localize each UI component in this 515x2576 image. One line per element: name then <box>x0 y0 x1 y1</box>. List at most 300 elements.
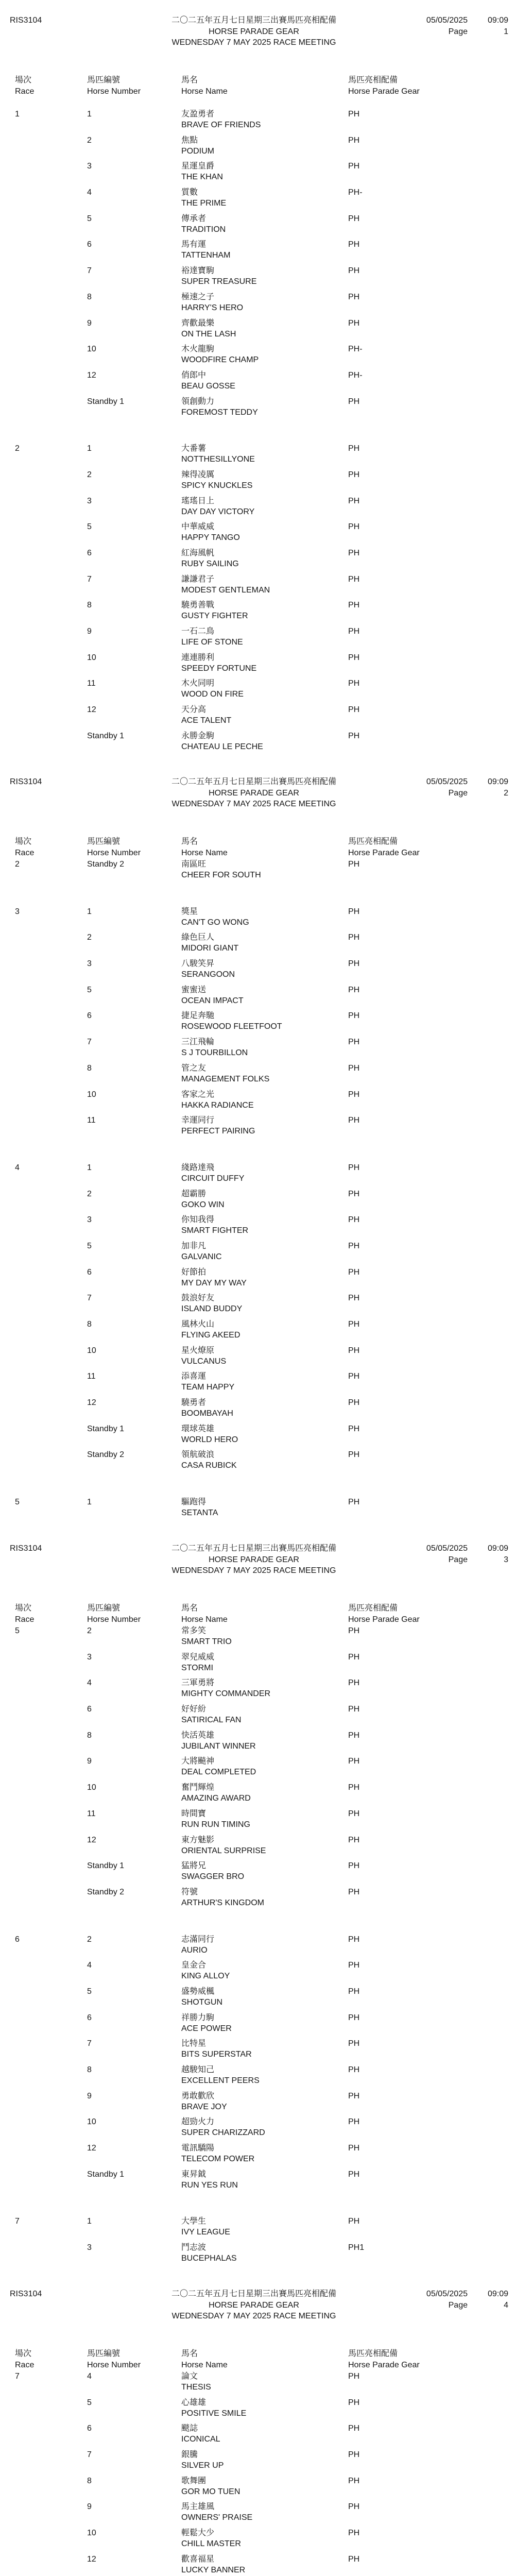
horse-name-en: STORMI <box>181 1663 213 1672</box>
horse-name-en: MODEST GENTLEMAN <box>181 585 270 595</box>
horse-name-zh: 輕鬆大少 <box>181 2529 215 2538</box>
horse-name-zh: 領航破浪 <box>181 1450 215 1460</box>
horse-number: 10 <box>87 1090 96 1099</box>
horse-number: 8 <box>87 1731 92 1740</box>
horse-name-zh: 時間寶 <box>181 1809 207 1818</box>
table-row <box>0 1241 515 1267</box>
table-row <box>0 135 515 162</box>
parade-gear: PH <box>348 110 360 118</box>
report-subtitle: WEDNESDAY 7 MAY 2025 RACE MEETING <box>171 2312 336 2320</box>
column-header-name-en: Horse Name <box>181 87 228 96</box>
horse-name-zh: 馬有運 <box>181 240 207 249</box>
horse-number: 4 <box>87 1679 92 1688</box>
horse-name-zh: 颷誌 <box>181 2424 198 2433</box>
table-row <box>0 1189 515 1215</box>
table-row <box>0 370 515 397</box>
horse-number: 5 <box>87 1241 92 1250</box>
horse-name-zh: 幸運同行 <box>181 1116 215 1125</box>
table-row <box>0 344 515 370</box>
parade-gear: PH <box>348 679 360 688</box>
race-group <box>0 907 515 1142</box>
horse-name-en: ICONICAL <box>181 2435 220 2444</box>
table-row <box>0 188 515 214</box>
race-group <box>0 1626 515 1913</box>
horse-name-en: CIRCUIT DUFFY <box>181 1174 245 1183</box>
parade-gear: PH <box>348 240 360 249</box>
table-row <box>0 522 515 548</box>
horse-name-zh: 綫路達飛 <box>181 1163 215 1172</box>
parade-gear: PH <box>348 574 360 584</box>
horse-number: 3 <box>87 959 92 969</box>
horse-name-zh: 翠兒威威 <box>181 1652 215 1662</box>
horse-number: 12 <box>87 1398 96 1408</box>
horse-name-zh: 木火同明 <box>181 679 215 688</box>
table-row <box>0 2398 515 2424</box>
horse-name-zh: 好節拍 <box>181 1267 207 1277</box>
parade-gear: PH <box>348 705 360 715</box>
parade-gear: PH <box>348 214 360 223</box>
parade-gear: PH <box>348 1116 360 1125</box>
horse-number: 12 <box>87 2554 96 2564</box>
horse-name-en: CHEER FOR SOUTH <box>181 871 261 879</box>
horse-name-en: JUBILANT WINNER <box>181 1741 256 1751</box>
table-row <box>0 1935 515 1961</box>
horse-name-zh: 管之友 <box>181 1063 207 1073</box>
horse-name-en: AMAZING AWARD <box>181 1794 251 1803</box>
column-header-name-en: Horse Name <box>181 849 228 857</box>
table-row <box>0 1450 515 1476</box>
table-row <box>0 1115 515 1142</box>
page-label: Page <box>448 2301 468 2310</box>
horse-name-en: GOKO WIN <box>181 1200 225 1209</box>
parade-gear: PH <box>348 397 360 406</box>
parade-gear: PH <box>348 2013 360 2022</box>
race-group <box>0 109 515 422</box>
parade-gear: PH <box>348 1189 360 1198</box>
report-title-zh: 二〇二五年五月七日星期三出賽馬匹亮相配備 <box>171 777 336 786</box>
table-row <box>0 1861 515 1887</box>
table-row <box>0 1497 515 1523</box>
table-row <box>0 1267 515 1294</box>
horse-name-en: LUCKY BANNER <box>181 2565 246 2574</box>
race-number: 5 <box>15 1626 20 1635</box>
parade-gear: PH <box>348 1498 360 1507</box>
horse-number: 7 <box>87 1038 92 1047</box>
horse-name-en: RUBY SAILING <box>181 560 239 568</box>
column-header-number-en: Horse Number <box>87 849 141 857</box>
horse-name-zh: 永勝金駒 <box>181 731 215 740</box>
horse-name-zh: 捷足奔馳 <box>181 1011 215 1021</box>
parade-gear: PH <box>348 2398 360 2407</box>
column-header-number-zh: 馬匹編號 <box>87 76 121 84</box>
horse-name-zh: 三軍勇將 <box>181 1679 215 1688</box>
column-header-number-en: Horse Number <box>87 1615 141 1624</box>
horse-name-en: MANAGEMENT FOLKS <box>181 1074 270 1083</box>
table-row <box>0 2424 515 2450</box>
parade-gear: PH <box>348 1679 360 1688</box>
parade-gear: PH <box>348 2144 360 2153</box>
horse-name-zh: 一石二鳥 <box>181 627 215 636</box>
horse-name-zh: 猛將兄 <box>181 1861 207 1871</box>
horse-name-en: THE PRIME <box>181 199 227 208</box>
horse-name-en: GALVANIC <box>181 1252 222 1261</box>
table-row <box>0 626 515 653</box>
horse-name-en: RUN YES RUN <box>181 2180 238 2190</box>
horse-name-zh: 鬥志波 <box>181 2243 207 2252</box>
column-header-race-en: Race <box>15 87 35 96</box>
horse-name-en: DEAL COMPLETED <box>181 1768 256 1777</box>
parade-gear: PH <box>348 2117 360 2127</box>
report-title-en: HORSE PARADE GEAR <box>209 2301 299 2310</box>
horse-name-zh: 志滿同行 <box>181 1935 215 1944</box>
horse-name-zh: 三江飛輪 <box>181 1038 215 1047</box>
horse-name-zh: 大番薯 <box>181 444 207 453</box>
parade-gear: PH <box>348 2091 360 2100</box>
horse-number: Standby 1 <box>87 2170 125 2179</box>
parade-gear: PH <box>348 1961 360 1970</box>
parade-gear: PH <box>348 2170 360 2179</box>
horse-name-en: GOR MO TUEN <box>181 2487 241 2496</box>
horse-name-en: DAY DAY VICTORY <box>181 507 255 516</box>
report-code: RIS3104 <box>10 2290 42 2298</box>
horse-number: 12 <box>87 370 96 380</box>
column-header-number-en: Horse Number <box>87 87 141 96</box>
horse-number: Standby 1 <box>87 397 125 406</box>
parade-gear: PH <box>348 1424 360 1433</box>
race-number: 1 <box>15 110 20 118</box>
horse-name-zh: 客家之光 <box>181 1090 215 1099</box>
horse-number: Standby 1 <box>87 1861 125 1871</box>
table-row <box>0 1371 515 1398</box>
horse-number: 5 <box>87 985 92 994</box>
horse-name-en: IVY LEAGUE <box>181 2228 230 2237</box>
column-header-name-zh: 馬名 <box>181 76 198 84</box>
report-subtitle: WEDNESDAY 7 MAY 2025 RACE MEETING <box>171 1566 336 1575</box>
horse-name-en: WOODFIRE CHAMP <box>181 355 259 365</box>
parade-gear: PH <box>348 601 360 610</box>
parade-gear: PH <box>348 1705 360 1714</box>
horse-name-zh: 齊歡最樂 <box>181 318 215 328</box>
table-row <box>0 1678 515 1704</box>
horse-number: 6 <box>87 549 92 557</box>
horse-name-zh: 東昇鉞 <box>181 2170 207 2179</box>
race-number: 7 <box>15 2217 20 2226</box>
column-header-race-en: Race <box>15 2361 35 2369</box>
horse-number: 11 <box>87 1809 96 1818</box>
horse-name-zh: 祥勝力駒 <box>181 2013 215 2022</box>
horse-name-zh: 盛勢威楓 <box>181 1987 215 1996</box>
horse-number: 4 <box>87 188 92 197</box>
race-group <box>0 859 515 886</box>
parade-gear: PH <box>348 2450 360 2460</box>
table-row <box>0 548 515 574</box>
horse-name-zh: 環球英雄 <box>181 1424 215 1433</box>
horse-name-zh: 歡喜福星 <box>181 2554 215 2564</box>
column-header-number-zh: 馬匹編號 <box>87 1604 121 1613</box>
horse-number: 5 <box>87 1987 92 1996</box>
horse-name-zh: 風林火山 <box>181 1320 215 1329</box>
horse-number: Standby 2 <box>87 1450 125 1460</box>
horse-number: 10 <box>87 1346 96 1355</box>
horse-number: 7 <box>87 2450 92 2460</box>
parade-gear: PH <box>348 1626 360 1635</box>
column-header-number-zh: 馬匹編號 <box>87 2349 121 2358</box>
horse-name-en: THE KHAN <box>181 173 223 182</box>
horse-name-en: NOTTHESILLYONE <box>181 455 255 464</box>
page-number: 3 <box>504 1555 508 1564</box>
horse-name-zh: 中華威威 <box>181 522 215 532</box>
horse-number: 10 <box>87 653 96 662</box>
horse-number: 5 <box>87 522 92 532</box>
horse-name-zh: 勇敢歡欣 <box>181 2091 215 2100</box>
horse-number: 6 <box>87 1705 92 1714</box>
horse-number: 8 <box>87 2065 92 2074</box>
column-header-number-en: Horse Number <box>87 2361 141 2369</box>
horse-name-zh: 大將飈神 <box>181 1757 215 1766</box>
parade-gear: PH <box>348 1372 360 1381</box>
table-row <box>0 496 515 522</box>
horse-name-zh: 常多笑 <box>181 1626 207 1635</box>
table-row <box>0 574 515 601</box>
horse-number: 6 <box>87 2013 92 2022</box>
horse-name-en: OCEAN IMPACT <box>181 996 244 1005</box>
horse-name-zh: 焦點 <box>181 135 198 145</box>
horse-name-en: SUPER CHARIZZARD <box>181 2128 265 2138</box>
horse-name-en: SATIRICAL FAN <box>181 1716 242 1725</box>
parade-gear: PH <box>348 627 360 636</box>
table-row <box>0 1011 515 1037</box>
parade-gear: PH <box>348 2039 360 2048</box>
report-code: RIS3104 <box>10 1544 42 1553</box>
table-row <box>0 2554 515 2576</box>
column-header-name-zh: 馬名 <box>181 1604 198 1613</box>
horse-name-en: BOOMBAYAH <box>181 1409 233 1418</box>
table-row <box>0 2117 515 2143</box>
horse-number: 2 <box>87 1626 92 1635</box>
entries-table <box>0 2371 515 2576</box>
parade-gear: PH <box>348 1835 360 1844</box>
horse-name-en: LIFE OF STONE <box>181 638 243 647</box>
horse-number: 10 <box>87 1783 96 1792</box>
report-title-en: HORSE PARADE GEAR <box>209 27 299 36</box>
table-row <box>0 1163 515 1189</box>
table-row <box>0 985 515 1011</box>
horse-number: 12 <box>87 705 96 715</box>
print-date: 05/05/2025 <box>426 2290 468 2298</box>
horse-name-zh: 比特星 <box>181 2039 207 2048</box>
table-row <box>0 292 515 318</box>
table-row <box>0 1398 515 1424</box>
parade-gear: PH <box>348 318 360 328</box>
parade-gear: PH <box>348 2217 360 2226</box>
race-group <box>0 2371 515 2576</box>
column-header-gear-zh: 馬匹亮相配備 <box>348 76 398 84</box>
table-row <box>0 161 515 188</box>
horse-number: 9 <box>87 1757 92 1766</box>
report-title-zh: 二〇二五年五月七日星期三出賽馬匹亮相配備 <box>171 2290 336 2298</box>
table-row <box>0 2502 515 2528</box>
horse-name-en: RUN RUN TIMING <box>181 1820 250 1829</box>
table-row <box>0 600 515 626</box>
horse-name-en: TRADITION <box>181 225 226 234</box>
parade-gear: PH <box>348 1163 360 1172</box>
horse-number: 3 <box>87 2243 92 2252</box>
horse-name-zh: 好好紛 <box>181 1705 207 1714</box>
table-row <box>0 1424 515 1450</box>
horse-name-zh: 八駿笑昇 <box>181 959 215 969</box>
column-header-gear-en: Horse Parade Gear <box>348 87 420 96</box>
horse-name-en: HAKKA RADIANCE <box>181 1100 254 1110</box>
horse-number: 9 <box>87 627 92 636</box>
print-time: 09:09 <box>487 777 508 786</box>
horse-name-zh: 連連勝利 <box>181 653 215 662</box>
parade-gear: PH <box>348 1731 360 1740</box>
parade-gear: PH <box>348 470 360 479</box>
horse-name-en: EXCELLENT PEERS <box>181 2076 260 2085</box>
horse-number: 3 <box>87 496 92 505</box>
parade-gear: PH1 <box>348 2243 365 2252</box>
table-row <box>0 1809 515 1835</box>
horse-name-en: SERANGOON <box>181 970 235 979</box>
column-header-race-en: Race <box>15 1615 35 1624</box>
race-group <box>0 1163 515 1476</box>
horse-name-zh: 論文 <box>181 2372 198 2381</box>
horse-name-en: GUSTY FIGHTER <box>181 612 248 621</box>
horse-name-en: SMART TRIO <box>181 1637 232 1646</box>
horse-name-en: BRAVE OF FRIENDS <box>181 121 261 129</box>
report-code: RIS3104 <box>10 777 42 786</box>
horse-name-zh: 領創動力 <box>181 397 215 406</box>
horse-number: 1 <box>87 1498 92 1507</box>
parade-gear: PH <box>348 1011 360 1021</box>
horse-name-en: ISLAND BUDDY <box>181 1304 243 1314</box>
column-header-gear-zh: 馬匹亮相配備 <box>348 837 398 846</box>
horse-name-en: KING ALLOY <box>181 1972 230 1981</box>
horse-name-zh: 紅海風帆 <box>181 549 215 557</box>
horse-name-en: THESIS <box>181 2383 211 2392</box>
horse-number: 8 <box>87 292 92 301</box>
parade-gear: PH <box>348 959 360 969</box>
table-row <box>0 1704 515 1731</box>
horse-number: 9 <box>87 318 92 328</box>
horse-number: 4 <box>87 1961 92 1970</box>
horse-number: 7 <box>87 2039 92 2048</box>
horse-name-zh: 越駿知己 <box>181 2065 215 2074</box>
page-label: Page <box>448 1555 468 1564</box>
parade-gear: PH <box>348 1757 360 1766</box>
race-group <box>0 1497 515 1523</box>
column-header-gear-en: Horse Parade Gear <box>348 2361 420 2369</box>
horse-number: 2 <box>87 135 92 145</box>
horse-name-en: OWNERS' PRAISE <box>181 2513 253 2522</box>
parade-gear: PH <box>348 653 360 662</box>
parade-gear: PH <box>348 2476 360 2485</box>
parade-gear: PH <box>348 2424 360 2433</box>
table-row <box>0 1756 515 1783</box>
horse-name-en: ACE POWER <box>181 2024 232 2033</box>
horse-number: 3 <box>87 162 92 171</box>
horse-number: 1 <box>87 2217 92 2226</box>
table-row <box>0 1319 515 1346</box>
table-row <box>0 705 515 731</box>
print-time: 09:09 <box>487 2290 508 2298</box>
table-row <box>0 1835 515 1861</box>
horse-number: 8 <box>87 1320 92 1329</box>
race-number: 4 <box>15 1163 20 1172</box>
table-row <box>0 1090 515 1116</box>
horse-number: 7 <box>87 266 92 276</box>
horse-name-zh: 電訊驕陽 <box>181 2144 215 2153</box>
horse-number: 11 <box>87 1372 96 1381</box>
table-row <box>0 2528 515 2554</box>
horse-number: 10 <box>87 2529 96 2538</box>
horse-name-en: SMART FIGHTER <box>181 1226 249 1235</box>
horse-name-zh: 符號 <box>181 1887 198 1896</box>
table-row <box>0 2039 515 2065</box>
entries-table <box>0 859 515 1523</box>
table-row <box>0 653 515 679</box>
report-title-zh: 二〇二五年五月七日星期三出賽馬匹亮相配備 <box>171 1544 336 1553</box>
horse-name-en: CASA RUBICK <box>181 1461 237 1470</box>
print-date: 05/05/2025 <box>426 1544 468 1553</box>
race-group <box>0 2216 515 2268</box>
horse-name-en: BEAU GOSSE <box>181 381 235 391</box>
table-row <box>0 859 515 886</box>
horse-name-zh: 銀騰 <box>181 2450 198 2460</box>
horse-name-zh: 心雄雄 <box>181 2398 207 2407</box>
horse-name-zh: 添喜運 <box>181 1372 207 1381</box>
horse-name-zh: 歌舞團 <box>181 2476 207 2485</box>
horse-number: 1 <box>87 907 92 916</box>
table-row <box>0 1887 515 1913</box>
table-row <box>0 1652 515 1679</box>
horse-number: Standby 2 <box>87 860 125 869</box>
parade-gear: PH <box>348 1398 360 1408</box>
table-row <box>0 2091 515 2117</box>
horse-number: 2 <box>87 1189 92 1198</box>
horse-name-zh: 加非凡 <box>181 1241 207 1250</box>
table-row <box>0 1783 515 1809</box>
column-header-race-zh: 場次 <box>15 2349 32 2358</box>
horse-number: 6 <box>87 1267 92 1277</box>
parade-gear: PH- <box>348 370 363 380</box>
horse-number: 1 <box>87 1163 92 1172</box>
horse-name-en: MIGHTY COMMANDER <box>181 1689 271 1699</box>
horse-name-en: ON THE LASH <box>181 329 236 338</box>
horse-name-en: AURIO <box>181 1945 208 1955</box>
report-code: RIS3104 <box>10 16 42 25</box>
parade-gear: PH <box>348 933 360 942</box>
horse-name-en: SILVER UP <box>181 2461 224 2470</box>
column-header-gear-zh: 馬匹亮相配備 <box>348 2349 398 2358</box>
entries-table <box>0 1626 515 2269</box>
horse-name-en: ARTHUR'S KINGDOM <box>181 1898 264 1907</box>
horse-name-zh: 獎星 <box>181 907 198 916</box>
horse-name-zh: 極速之子 <box>181 292 215 301</box>
parade-gear: PH <box>348 2065 360 2074</box>
parade-gear: PH <box>348 1320 360 1329</box>
parade-gear: PH <box>348 1861 360 1871</box>
horse-number: 11 <box>87 679 96 688</box>
horse-name-zh: 驍勇善戰 <box>181 601 215 610</box>
horse-name-zh: 你知我得 <box>181 1215 215 1225</box>
horse-number: 6 <box>87 2424 92 2433</box>
table-row <box>0 2065 515 2091</box>
horse-name-zh: 驅跑得 <box>181 1498 207 1507</box>
parade-gear: PH <box>348 292 360 301</box>
table-row <box>0 959 515 985</box>
parade-gear: PH <box>348 444 360 453</box>
